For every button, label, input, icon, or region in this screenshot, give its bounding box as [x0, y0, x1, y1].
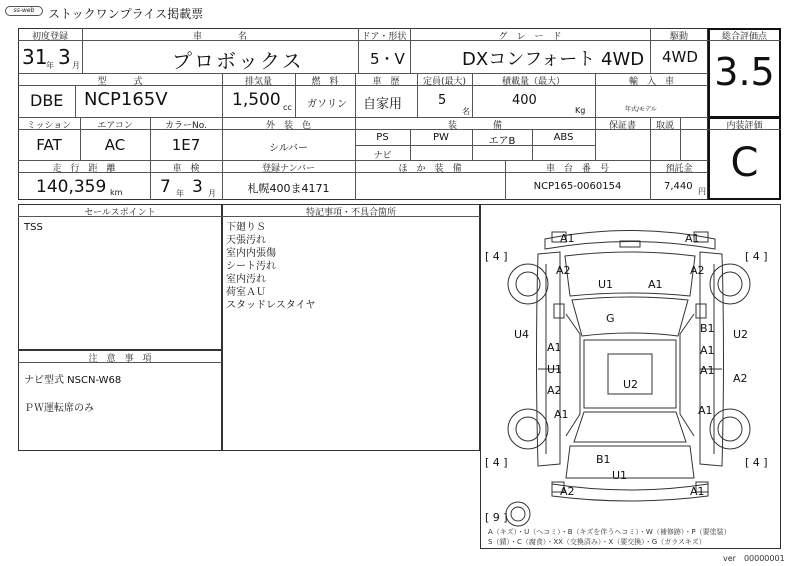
import-label: 輸 入 車 — [628, 77, 674, 87]
note-line: 室内汚れ — [226, 274, 266, 285]
km-unit: km — [110, 188, 123, 197]
insp-month: 3 — [192, 177, 203, 197]
caution-list — [24, 374, 121, 416]
displacement-label: 排気量 — [244, 77, 272, 87]
overall-score-label: 総合評価点 — [721, 32, 767, 42]
car-name-label: 車 名 — [192, 32, 247, 42]
overall-score: 3.5 — [714, 50, 775, 94]
color-no: 1E7 — [171, 136, 201, 154]
legend-line: A（キズ）・U（へコミ）・B（キズを伴うヘコミ）・W（補修跡）・P（要塗装） — [488, 528, 731, 536]
yen-unit: 円 — [698, 187, 706, 196]
version: ver 00000001 — [723, 554, 785, 563]
interior-score-label: 内装評価 — [726, 121, 763, 131]
damage-mark: A1 — [648, 278, 663, 291]
capacity: 5 — [438, 93, 447, 108]
equip-3: エアB — [488, 136, 516, 147]
fuel-label: 燃 料 — [311, 77, 339, 87]
color-no-label: カラーNo. — [165, 121, 207, 131]
drive-label: 駆動 — [669, 32, 688, 42]
equipment-label: 装 備 — [447, 121, 502, 131]
damage-mark: A2 — [560, 485, 575, 498]
car-name: プロボックス — [172, 49, 304, 73]
note-line: シート汚れ — [226, 261, 276, 272]
plate-label: 登録ナンバー — [262, 164, 315, 174]
damage-mark: U4 — [514, 328, 530, 341]
model-label: 型 式 — [97, 77, 143, 87]
page-title: ストックワンプライス掲載票 — [48, 7, 204, 21]
model-prefix: DBE — [30, 91, 64, 110]
insp-year: 7 — [160, 177, 171, 197]
mission: FAT — [36, 136, 62, 154]
notes-list — [226, 221, 316, 312]
damage-mark: A1 — [685, 232, 700, 245]
sales-text: TSS — [24, 222, 43, 233]
damage-mark: U1 — [612, 469, 628, 482]
damage-mark: B1 — [700, 322, 715, 335]
fuel: ガソリン — [307, 99, 347, 110]
insp-month-unit: 月 — [208, 189, 216, 198]
year-unit: 年 — [46, 61, 54, 70]
cc-unit: cc — [283, 103, 292, 112]
damage-mark: U2 — [623, 378, 639, 391]
drive: 4WD — [662, 48, 698, 66]
note-line: 荷室ＡＵ — [226, 287, 266, 298]
capacity-label: 定員(最大) — [422, 77, 467, 87]
caution-label: 注 意 事 項 — [88, 354, 152, 364]
note-line: 下廻りＳ — [226, 222, 266, 233]
insp-year-unit: 年 — [176, 189, 184, 198]
caution-line — [24, 388, 121, 402]
mission-label: ミッション — [26, 121, 72, 131]
first-reg-label: 初度登録 — [31, 32, 68, 42]
damage-mark: A2 — [733, 372, 748, 385]
damage-mark: A1 — [700, 364, 715, 377]
caution-line: ＰＷ運転席のみ — [24, 403, 94, 414]
damage-mark: A1 — [690, 485, 705, 498]
damage-mark: B1 — [596, 453, 611, 466]
caution-line: ナビ型式 NSCN-W68 — [24, 375, 122, 386]
warranty-label: 保証書 — [608, 121, 636, 131]
plate: 札幌400ま4171 — [247, 182, 330, 195]
legend-line: S（錆）・C（腐食）・XX（交換済み）・X（要交換）・G（ガラスキズ） — [488, 538, 706, 546]
sales-label: セールスポイント — [84, 208, 156, 218]
mileage: 140,359 — [36, 177, 107, 197]
damage-mark: A1 — [700, 344, 715, 357]
damage-mark: A2 — [556, 264, 571, 277]
price-label: 預託金 — [665, 164, 693, 174]
tire-label: [ 4 ] — [745, 456, 768, 469]
sales-box — [18, 204, 222, 350]
equip-1: PS — [376, 132, 389, 143]
month-unit: 月 — [72, 61, 80, 70]
note-line: 天張汚れ — [226, 235, 266, 246]
load-unit: Kg — [575, 106, 586, 115]
history: 自家用 — [363, 97, 403, 112]
model: NCP165V — [84, 89, 168, 110]
load-label: 積載量（最大） — [501, 77, 565, 87]
note-line: 室内内張傷 — [226, 248, 276, 259]
first-reg-month: 3 — [58, 45, 71, 69]
damage-mark: A1 — [698, 404, 713, 417]
damage-mark: A2 — [547, 384, 562, 397]
exterior-color-label: 外 装 色 — [265, 121, 311, 131]
grade-label: グ レ ー ド — [498, 32, 562, 42]
damage-mark: A1 — [554, 408, 569, 421]
damage-mark: U2 — [733, 328, 749, 341]
price: 7,440 — [664, 181, 693, 192]
aircon: AC — [104, 136, 126, 154]
manual-label: 取説 — [655, 121, 674, 131]
car-diagram — [480, 204, 781, 549]
equip-4: ABS — [553, 132, 574, 143]
note-line: スタッドレスタイヤ — [226, 300, 316, 311]
door-shape-label: ドア・形状 — [361, 32, 407, 42]
damage-mark: U1 — [598, 278, 614, 291]
damage-mark: U1 — [547, 363, 563, 376]
exterior-color: シルバー — [268, 143, 309, 154]
damage-mark: A1 — [560, 232, 575, 245]
logo: ss-web — [5, 6, 43, 16]
displacement: 1,500 — [232, 90, 281, 110]
capacity-unit: 名 — [462, 107, 470, 116]
aircon-label: エアコン — [97, 121, 133, 131]
year-model-label: 年式/モデル — [625, 106, 657, 113]
load: 400 — [512, 93, 537, 108]
spare-tire-label: [ 9 ] — [485, 511, 508, 524]
tire-label: [ 4 ] — [745, 250, 768, 263]
other-equip-label: ほ か 装 備 — [398, 164, 462, 174]
history-label: 車 歴 — [372, 77, 400, 87]
interior-score: C — [730, 140, 759, 186]
damage-mark: G — [606, 312, 615, 325]
inspection-label: 車 検 — [172, 164, 200, 174]
door-shape: 5・V — [370, 50, 405, 68]
tire-label: [ 4 ] — [485, 250, 508, 263]
damage-mark: A2 — [690, 264, 705, 277]
notes-label: 特記事項・不具合箇所 — [305, 208, 396, 218]
first-reg-year: 31 — [22, 45, 48, 69]
equip-6: ナビ — [373, 151, 392, 161]
equip-2: PW — [433, 132, 449, 143]
chassis-label: 車 台 番 号 — [545, 164, 609, 174]
grade: DXコンフォート 4WD — [462, 49, 645, 70]
mileage-label: 走 行 距 離 — [52, 164, 116, 174]
damage-mark: A1 — [547, 341, 562, 354]
chassis-number: NCP165-0060154 — [533, 181, 622, 192]
tire-label: [ 4 ] — [485, 456, 508, 469]
